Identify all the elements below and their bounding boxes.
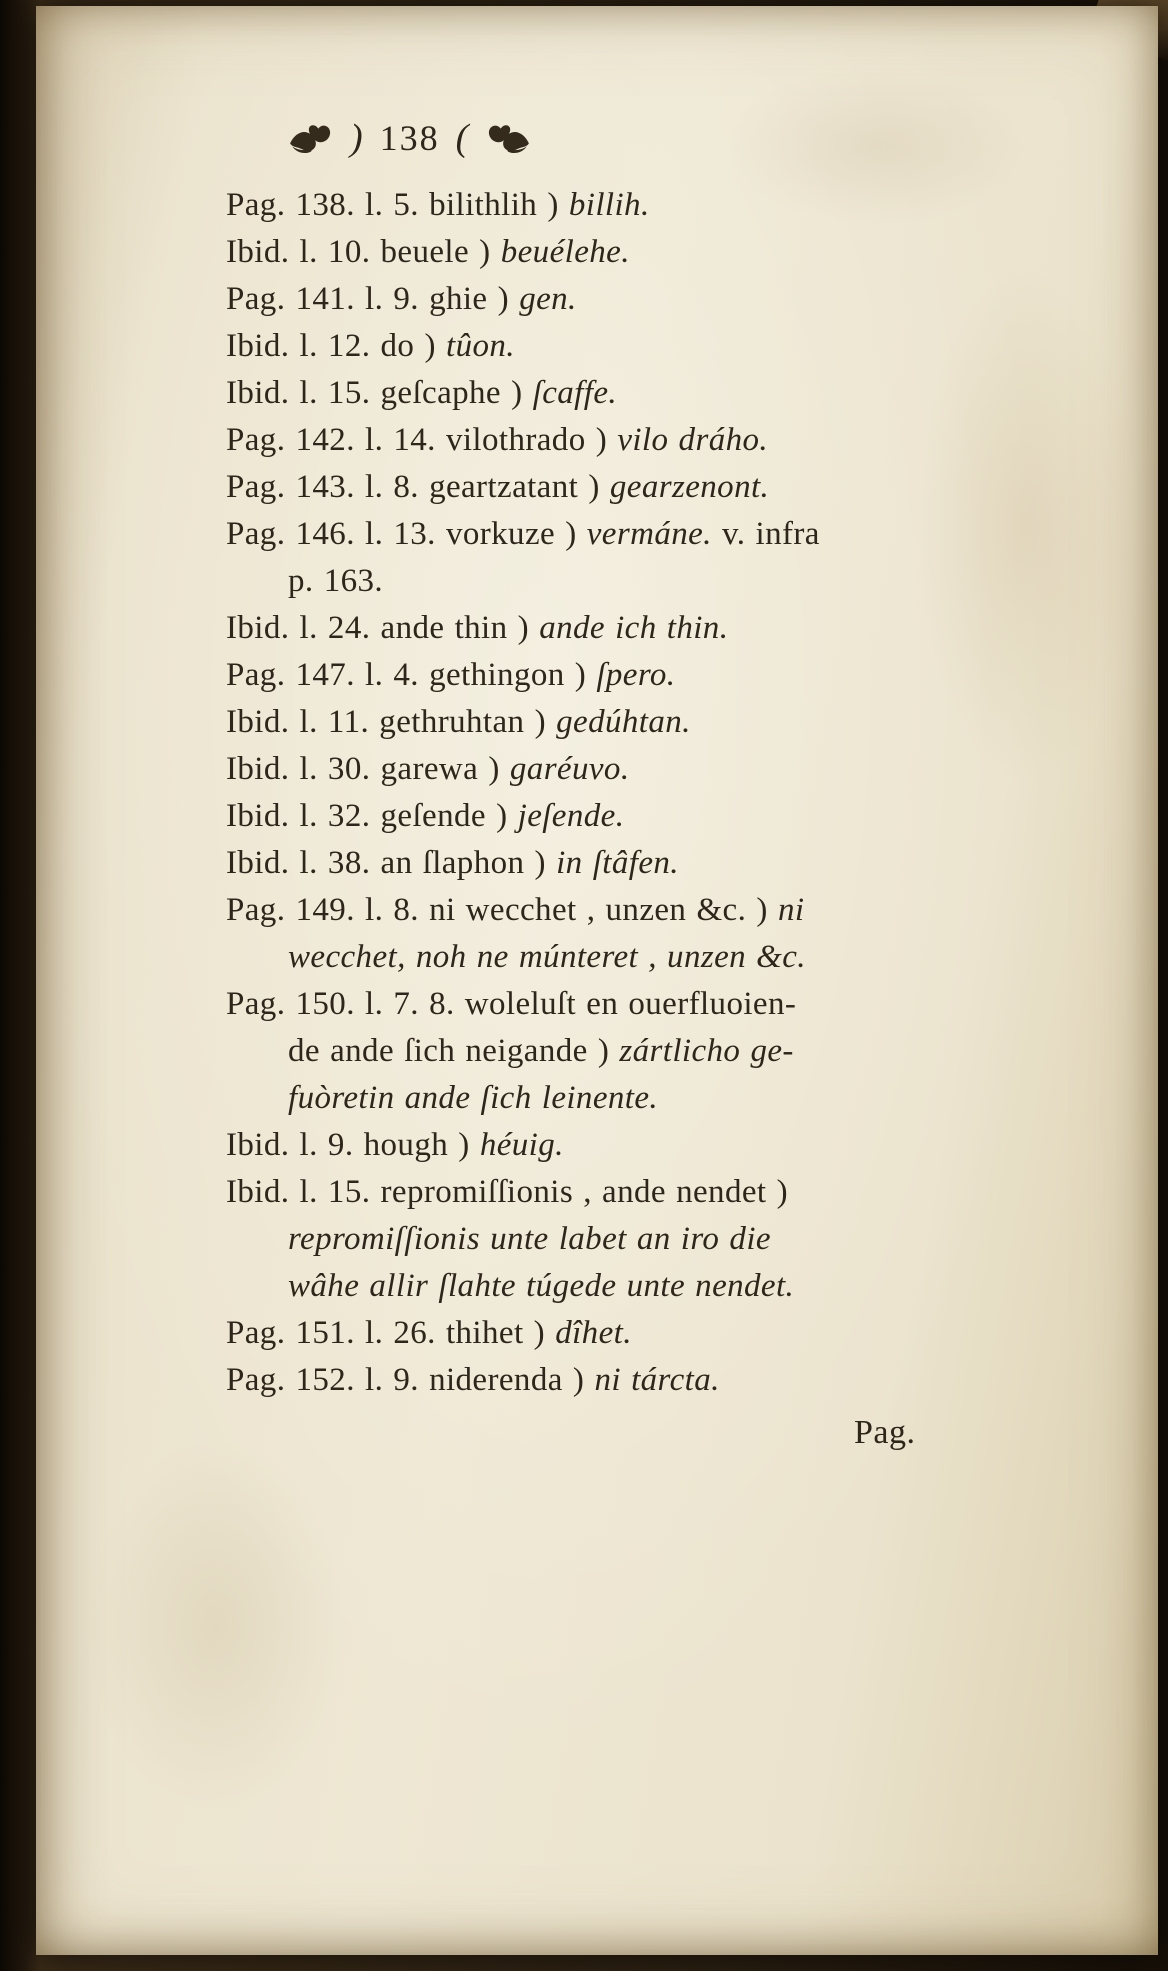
page-header [288,116,531,160]
page-number: 138 [379,118,440,158]
errata-line [226,1310,950,1357]
errata-segment-italic: ni [777,892,805,928]
errata-segment-roman: Ibid. l. 12. do ) [226,328,447,364]
errata-segment-italic: repromiſſionis unte labet an iro die [288,1221,771,1257]
header-paren-left: ) [350,117,364,159]
errata-segment-roman: Pag. 141. l. 9. ghie ) [226,281,520,317]
errata-line [226,652,950,699]
errata-segment-italic: wecchet, noh ne múnteret , unzen &c. [288,939,806,975]
errata-segment-italic: vermáne. [586,516,712,552]
errata-line [226,699,950,746]
errata-line [226,887,950,934]
errata-line [226,1357,950,1404]
errata-segment-roman: Ibid. l. 9. hough ) [226,1127,480,1163]
errata-segment-roman: Ibid. l. 38. an ſlaphon ) [226,845,557,881]
errata-line [226,1075,950,1122]
errata-segment-roman: Pag. 143. l. 8. geartzatant ) [226,469,610,505]
errata-segment-italic: héuig. [479,1127,564,1163]
errata-line [226,464,950,511]
errata-segment-italic: garéuvo. [509,751,630,787]
errata-segment-italic: dîhet. [555,1315,632,1351]
errata-line [226,981,950,1028]
errata-line [226,511,950,558]
errata-line [226,182,950,229]
errata-segment-roman: Pag. 146. l. 13. vorkuze ) [226,516,587,552]
errata-line [226,229,950,276]
errata-line [226,840,950,887]
errata-segment-roman: Ibid. l. 24. ande thin ) [226,610,540,646]
errata-segment-italic: wâhe allir ſlahte túgede unte nendet. [288,1268,795,1304]
errata-segment-italic: gedúhtan. [556,704,691,740]
catchword: Pag. [854,1414,916,1451]
errata-line [226,417,950,464]
errata-line [226,323,950,370]
errata-segment-roman: Ibid. l. 32. geſende ) [226,798,518,834]
errata-segment-roman: Ibid. l. 11. gethruhtan ) [226,704,557,740]
errata-segment-roman: v. infra [711,516,820,552]
errata-segment-roman: p. 163. [288,563,384,599]
errata-segment-roman: Pag. 150. l. 7. 8. woleluſt en ouerfluoien- [226,986,797,1022]
errata-lines [226,182,950,1404]
paper-stain [86,1436,346,1816]
header-paren-right: ( [455,117,470,159]
fleuron-right-icon [485,121,531,155]
errata-segment-italic: ſcaffe. [532,375,618,411]
errata-segment-roman: Pag. 149. l. 8. ni wecchet , unzen &c. ) [226,892,778,928]
errata-segment-roman: Pag. 138. l. 5. bilithlih ) [226,187,569,223]
fleuron-left-icon [288,121,334,155]
errata-segment-italic: vilo dráho. [617,422,769,458]
errata-segment-roman: Pag. 152. l. 9. niderenda ) [226,1362,595,1398]
errata-line [226,1028,950,1075]
page-scan [36,6,1158,1955]
errata-line [226,276,950,323]
errata-segment-roman: Pag. 151. l. 26. thihet ) [226,1315,556,1351]
errata-segment-italic: fuòretin ande ſich leinente. [288,1080,659,1116]
errata-segment-roman: de ande ſich neigande ) [288,1033,620,1069]
errata-segment-italic: ande ich thin. [539,610,729,646]
errata-segment-roman: Pag. 147. l. 4. gethingon ) [226,657,597,693]
errata-segment-italic: beuélehe. [500,234,630,270]
errata-segment-italic: tûon. [446,328,515,364]
errata-line [226,746,950,793]
errata-segment-italic: ſpero. [596,657,676,693]
errata-segment-roman: Ibid. l. 15. repromiſſionis , ande nendet ) [226,1174,788,1210]
errata-segment-italic: jeſende. [517,798,625,834]
errata-line [226,934,950,981]
errata-line [226,558,950,605]
errata-segment-italic: zártlicho ge- [619,1033,794,1069]
errata-line [226,605,950,652]
errata-segment-roman: Ibid. l. 15. geſcaphe ) [226,375,533,411]
errata-segment-roman: Pag. 142. l. 14. vilothrado ) [226,422,618,458]
errata-segment-italic: ni tárcta. [594,1362,720,1398]
errata-line [226,1263,950,1310]
errata-segment-italic: in ſtâfen. [556,845,679,881]
errata-segment-roman: Ibid. l. 30. garewa ) [226,751,510,787]
errata-line [226,1169,950,1216]
errata-line [226,1216,950,1263]
errata-segment-italic: gearzenont. [609,469,770,505]
errata-segment-italic: billih. [568,187,650,223]
errata-line [226,370,950,417]
errata-segment-roman: Ibid. l. 10. beuele ) [226,234,501,270]
errata-segment-italic: gen. [519,281,577,317]
errata-line [226,793,950,840]
errata-line [226,1122,950,1169]
